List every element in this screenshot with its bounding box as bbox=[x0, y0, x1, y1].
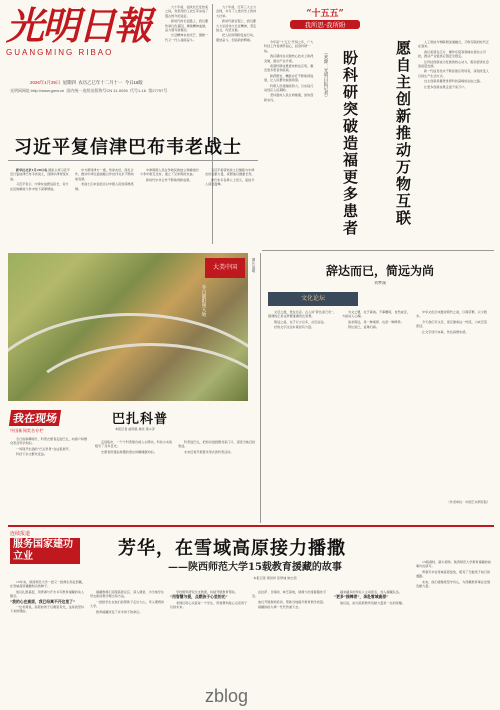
lead-text-2: 中方愿同津方一道，传承友好，深化合作，推动中津全面战略合作伙伴关系不断向前发展。 老战士们来信表达对中国人民的深厚感情。 bbox=[75, 168, 134, 191]
lead-text-4: 习近平希望老战士们继续为中津友好贡献力量，祝愿他们健康长寿。 津巴布韦各界人士表示，复信令人深受鼓舞。 bbox=[205, 168, 255, 187]
feature-badge-sub: 中国新闻奖名专栏 bbox=[10, 428, 44, 433]
essay-text-2: 为文之要，在于真诚。不事雕琢，自然成章，方能动人心魄。 追求简远，是一种境界，也是一种修养。 辞达而已，返璞归真。 bbox=[342, 310, 410, 330]
masthead-title: 光明日報 bbox=[6, 3, 151, 48]
essay-title: 辞达而已，简远为尚 bbox=[325, 264, 434, 278]
feature-text-2: 走进集市，一个个科普展台前人头攒动，科技小实验吸引了众多目光。 志愿者用通俗易懂的语言讲解健康知识。 bbox=[95, 440, 173, 454]
essay-text-3: 中华文化历来推崇简约之美，以简驭繁，以少胜多。 今天我们写文章，更应继承这一传统，力戒空话套话。 让文字回归本真，传达真情实感。 bbox=[416, 310, 487, 334]
section-badge-title: 服务国家建功立业 bbox=[10, 538, 80, 564]
column-title-main: 愿自主创新推动万物互联 bbox=[394, 40, 412, 227]
watermark: zblog bbox=[205, 686, 249, 706]
essay-author: 刘梦溪 bbox=[374, 281, 386, 285]
main-byline-label: 本报记者 bbox=[253, 576, 266, 580]
feature-byline: 本报记者 赵明昊 姚亮 黄小萍 bbox=[114, 427, 156, 431]
column-title-second: 盼科研突破造福更多患者 bbox=[341, 50, 359, 237]
main-text-1: 15年来，陕西师范大学一批又一批师生奔赴西藏，在雪域高原播撒知识的种子。 他们扎根基层，用青春与汗水书写教育援藏的动人篇章。 “我的心在高原，我已经离不开这里了” 一位老师说，高原的孩子们眼里有光，这是我坚持下来的理由。 bbox=[10, 580, 85, 614]
lead-byline: 新华社北京1月28日电 bbox=[16, 168, 48, 172]
lead-text-3: 中津两国人民在争取民族独立和解放的斗争中相互支持，建立了兄弟般的友谊。 新时代中非合作不断取得新成果。 bbox=[140, 168, 199, 182]
column-source: （来源：光明日报记者） bbox=[323, 50, 328, 100]
issue-code: 代号1-16 bbox=[129, 88, 146, 93]
issue-date: 2026年1月29日 bbox=[30, 80, 61, 85]
column-badge bbox=[290, 6, 360, 36]
masthead-pinyin: GUANGMING RIBAO bbox=[6, 48, 114, 57]
main-headline: 芳华，在雪域高原接力播撒 bbox=[118, 538, 346, 559]
main-subhead-3: “更多“接棒者”，奔赴雪域高原” bbox=[334, 594, 389, 600]
lead-column-text: 九十年前，在陕北长征结束之际，党领导的工农红军完成了震古烁今的远征。 新时代的长征路上，我们要传承红色基因，赓续精神血脉，奋力谱写新篇章。 长征精神永放光芒，激励一代又一代人接续奋斗。 bbox=[165, 5, 209, 42]
badge-bottom: 我所思·我所盼 bbox=[290, 20, 360, 29]
main-text-3: 学校组织研究生支教团，持续开展教育帮扶。 “用智慧与爱，点燃孩子心里的光” 老师们用心关爱每一个学生，用智慧和爱心点亮孩子们的未来。 bbox=[170, 590, 248, 610]
essay-text-1: 文章之道，贵在达意。古人讲“辞达而已矣”，强调的正是言辞要准确表达思想。 简远之美，在于以少总多，言近旨远。 好的文字往往朴素而有力量。 bbox=[268, 310, 336, 330]
issue-lunar: 农历乙巳年十二月十一 bbox=[78, 80, 123, 85]
feature-caption-title: 巴扎科普 bbox=[112, 412, 169, 427]
main-subhead-1: “我的心在高原，我已经离不开这里了” bbox=[10, 598, 76, 604]
feature-text-3: 科普进巴扎，把知识送到群众家门口，深受当地百姓欢迎。 未来还将开展更多形式的科普活动。 bbox=[178, 440, 256, 454]
photo-side-strip: 图片说明 bbox=[252, 258, 256, 273]
essay-note: （作者单位：中国艺术研究院） bbox=[446, 500, 490, 504]
issue-cn: 国内统一连续出版物号CN 11-0026 bbox=[66, 88, 128, 93]
section-badge bbox=[10, 530, 80, 570]
main-subhead: ——陕西师范大学15载教育援藏的故事 bbox=[168, 562, 342, 573]
website: 光明网网址:http://www.gmw.cn bbox=[10, 88, 65, 93]
column-right-text: 人工智能与物联网加速融合，万物互联的时代正在到来。 我们希望在芯片、操作系统等领域实现自主可控，推动产业链供应链安全稳定。 让科技创新成为发展的核心动力，服务经济社会高质量发展。 新一代信息技术不断拓展应用场景，深刻改变人们的生产生活方式。 自主创新是攀登世界科技高峰的必由之路。 让更多创新成果走进千家万户。 bbox=[418, 40, 489, 89]
lead-headline: 习近平复信津巴布韦老战士 bbox=[14, 137, 242, 158]
issue-serial: 第27757号 bbox=[148, 88, 168, 93]
main-text-6: 15载春秋，薪火相传。陕西师范大学教育援藏的故事仍在续写。 青春芳华在雪域高原绽放，照亮了无数孩子前行的道路。 未来，他们将继续坚守初心，为西藏教育事业发展贡献力量。 bbox=[416, 560, 491, 589]
issue-weekday: 星期四 bbox=[62, 80, 76, 85]
photo-caption-vertical: 冬日暖阳照大地 bbox=[201, 285, 206, 317]
middle-column-text: 九十年前，红军三大主力会师，书写了人类历史上的伟大壮举。 新时代新征程上，我们要大力弘扬伟大长征精神，坚定信念，攻坚克难。 把人民的期盼变成行动，团结奋斗，创造新的辉煌。 bbox=[216, 5, 257, 42]
feature-text-1: 冬日的新疆喀什，科普志愿者走进巴扎，向商户和群众普及科学知识。 一场别开生面的“巴扎科普”在这里展开。 科技下乡让群众受益。 bbox=[10, 437, 88, 457]
feature-badge bbox=[10, 407, 80, 433]
main-text-5: 越来越多的年轻人主动报名，加入援藏队伍。 “更多“接棒者”，奔赴雪域高原” 他们说，能为高原教育贡献力量是一生的荣耀。 bbox=[334, 590, 412, 698]
column-left-text: 今年是“十五五”开局之年，广大科技工作者满怀信心，投身科研一线。 我们期待在关键核心技术上取得突破，推动产业升级。 希望科研成果更快转化应用，惠及更多患者和家庭。 新药研发、精准诊疗不断取得进展，让人民群众看到希望。 科研人员将继续努力，以实际行动回应人民期盼。 坚持面向人民生命健康，加快创新步伐。 bbox=[264, 40, 314, 102]
main-subhead-2: “用智慧与爱，点燃孩子心里的光” bbox=[170, 594, 228, 600]
main-text-4: 在拉萨、日喀则、林芝等地，陕师大的身影随处可见。 他们开展教师培训，帮助当地提升教育教学质量。 援藏的接力棒一代代传递下去。 bbox=[252, 590, 327, 610]
feature-badge-title: 我在现场 bbox=[9, 410, 61, 426]
issue-pages: 今日16版 bbox=[124, 80, 143, 85]
badge-top: “十五五” bbox=[306, 9, 344, 19]
section-badge-top: 连续报道 bbox=[10, 531, 31, 537]
masthead bbox=[6, 3, 156, 57]
issue-codes bbox=[10, 88, 167, 94]
lead-text-1: 新华社北京1月28日电 国家主席习近平近日复信津巴布韦老战士，回顾中津传统友谊。 习近平表示，中津友谊源远流长，双方在民族解放斗争中结下深厚情谊。 bbox=[10, 168, 70, 191]
issue-info bbox=[30, 80, 143, 86]
main-byline: 本报记者 周世祥 张梦迪 姚志茹 bbox=[253, 576, 297, 580]
main-text-2: 援藏教师们克服高原反应，深入课堂，为当地学生带去新的教学理念和方法。 一批批学生在他们的帮助下走出大山，考入理想的大学。 教育援藏改变了许多孩子的命运。 bbox=[90, 590, 165, 614]
photo-stamp: 大美中国 bbox=[205, 258, 245, 278]
essay-label: 文化论坛 bbox=[268, 292, 358, 306]
